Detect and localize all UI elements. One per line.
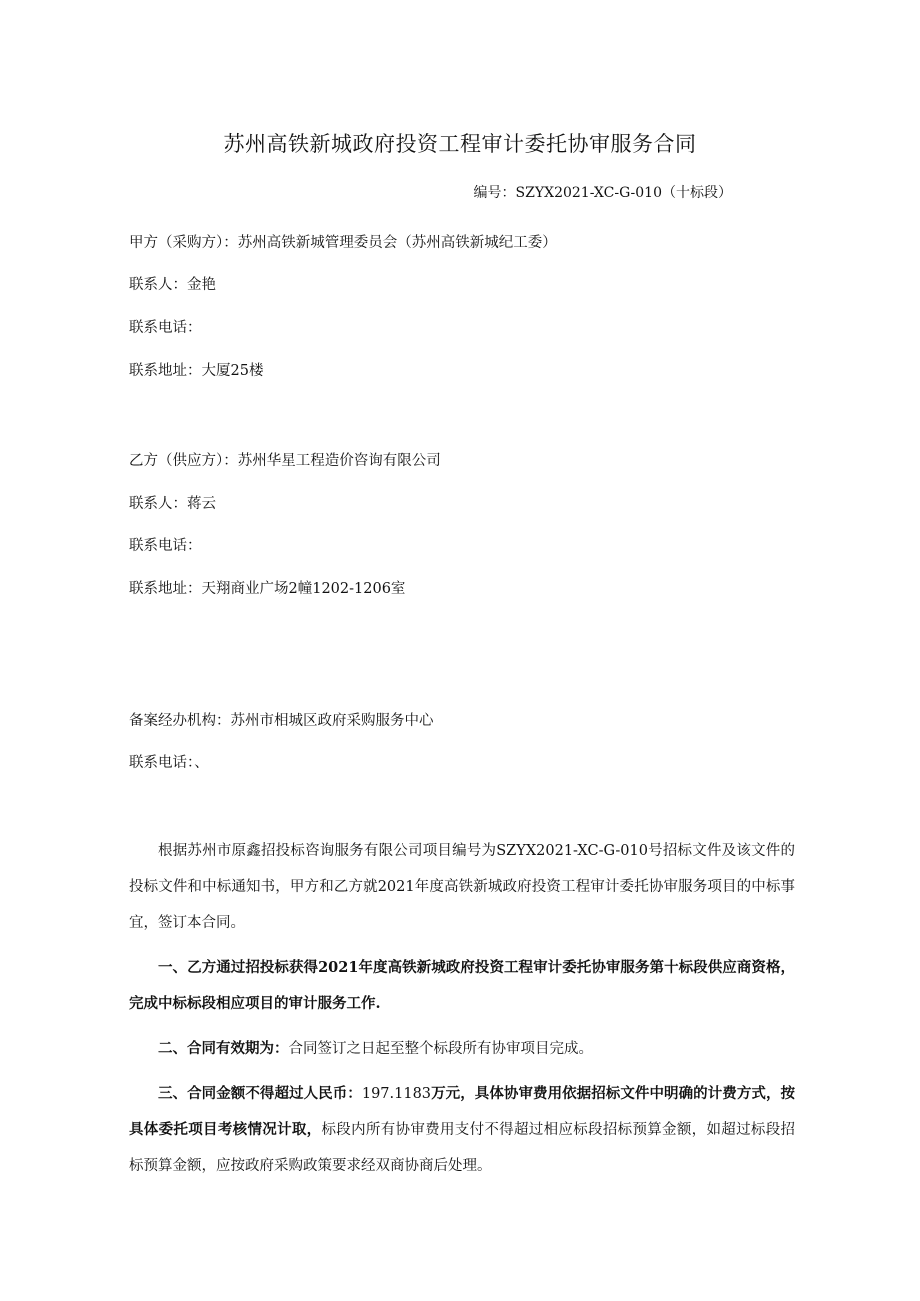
clause-3-label-a: 三、合同金额不得超过人民币： — [158, 1085, 362, 1102]
party-b-address: 联系地址：天翔商业广场2幢1202-1206室 — [129, 581, 406, 597]
agency-phone: 联系电话：、 — [129, 755, 209, 771]
party-a-address: 联系地址：大厦25楼 — [129, 363, 264, 379]
party-a-phone: 联系电话： — [129, 320, 202, 336]
clause-3 — [129, 1076, 795, 1184]
party-b-name: 乙方（供应方）：苏州华星工程造价咨询有限公司 — [129, 453, 441, 469]
clause-2-label: 二、合同有效期为： — [158, 1040, 289, 1057]
clause-2-text: 合同签订之日起至整个标段所有协审项目完成。 — [288, 1041, 593, 1057]
party-a-contact: 联系人：金艳 — [129, 277, 216, 293]
party-a-name: 甲方（采购方）：苏州高铁新城管理委员会（苏州高铁新城纪工委） — [129, 235, 557, 251]
intro-paragraph: 根据苏州市原鑫招投标咨询服务有限公司项目编号为SZYX2021-XC-G-010号招标文件及该文件的投标文件和中标通知书，甲方和乙方就2021年度高铁新城政府投资工程审计委托协审服务项目的中标事宜，签订本合同。 — [129, 843, 795, 931]
clause-2 — [129, 1031, 795, 1067]
clause-3-amount: 197.1183 — [361, 1086, 432, 1102]
party-b-phone: 联系电话： — [129, 538, 202, 554]
document-title: 苏州高铁新城政府投资工程审计委托协审服务合同 — [223, 132, 697, 156]
contract-number: 编号：SZYX2021-XC-G-010（十标段） — [473, 185, 732, 201]
agency-name: 备案经办机构：苏州市相城区政府采购服务中心 — [129, 713, 434, 729]
clause-3-label-b: 万元，具体协审费用依据招标文件中明确的计费方式，按具体委托项目考核情况计取， — [129, 1085, 796, 1138]
clause-3-text: 标段内所有协审费用支付不得超过相应标段招标预算金额，如超过标段招标预算金额，应按政府采购政策要求经双商协商后处理。 — [129, 1122, 796, 1174]
clause-1: 一、乙方通过招投标获得2021年度高铁新城政府投资工程审计委托协审服务第十标段供应商资格，完成中标标段相应项目的审计服务工作. — [129, 959, 795, 1012]
party-b-contact: 联系人：蒋云 — [129, 496, 216, 512]
